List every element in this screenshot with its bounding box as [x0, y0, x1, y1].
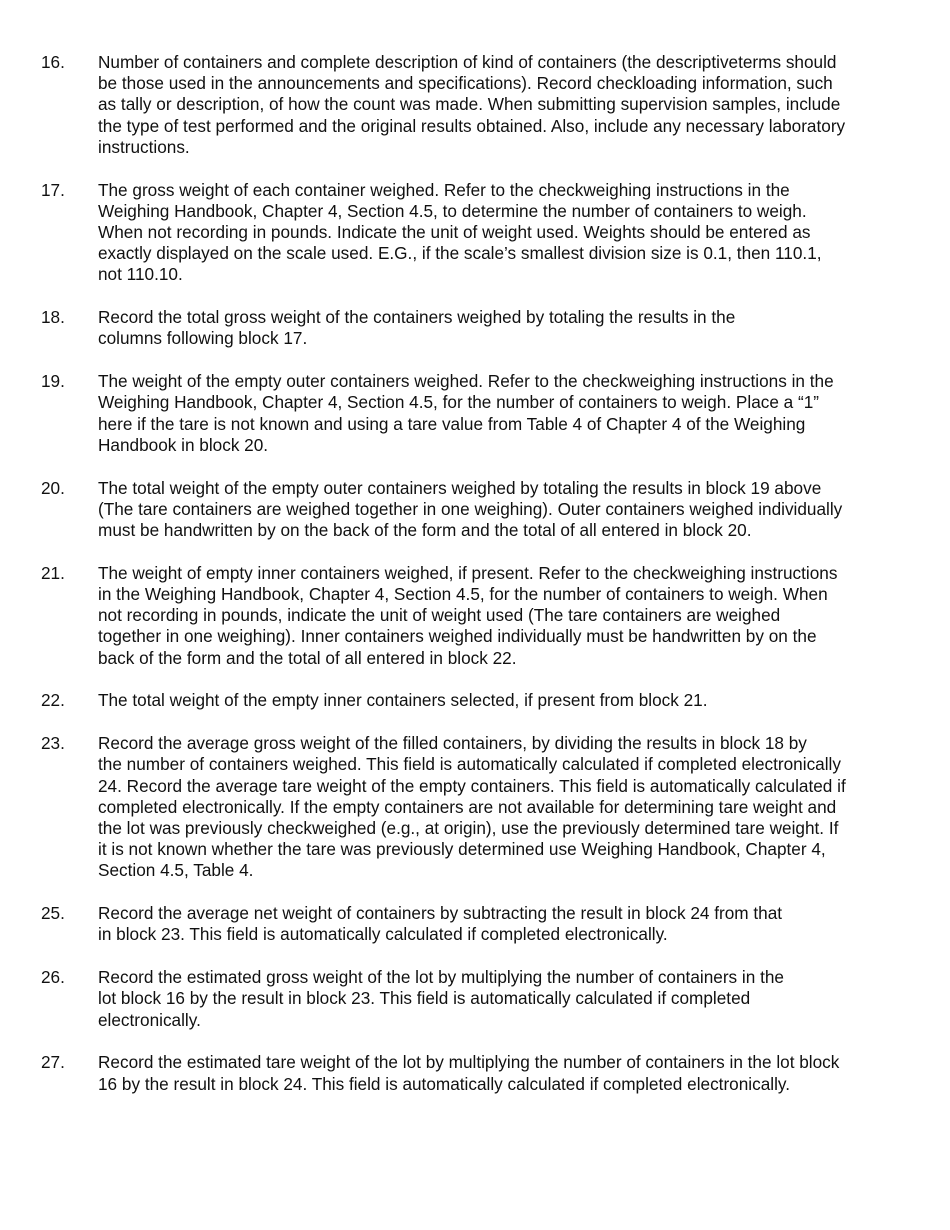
instruction-number: 25.: [41, 903, 65, 924]
instruction-text: [98, 967, 910, 1031]
instruction-text-line: The weight of the empty outer containers weighed. Refer to the checkweighing instructions in the: [98, 371, 834, 392]
instruction-text: [98, 903, 910, 945]
instruction-text: [98, 180, 910, 286]
instruction-text-line: be those used in the announcements and specifications). Record checkloading information, such: [98, 73, 833, 94]
instruction-text-line: The total weight of the empty outer containers weighed by totaling the results in block 19 above: [98, 477, 822, 498]
instruction-text-line: When not recording in pounds. Indicate the unit of weight used. Weights should be entered as: [98, 222, 811, 243]
instruction-number: 16.: [41, 52, 65, 72]
instruction-text-line: the type of test performed and the original results obtained. Also, include any necessary laboratory: [98, 115, 846, 136]
instruction-text-line: completed electronically. If the empty containers are not available for determining tare weight and: [98, 796, 837, 817]
instruction-text-line: the number of containers weighed. This field is automatically calculated if completed electronically: [98, 754, 841, 775]
instruction-text-line: as tally or description, of how the count was made. When submitting supervision samples, include: [98, 94, 841, 115]
instruction-item: [41, 690, 910, 711]
instruction-item: [41, 180, 910, 286]
instruction-text-line: Handbook in block 20.: [98, 434, 269, 455]
instruction-item: [41, 903, 910, 945]
instruction-text-line: The gross weight of each container weighed. Refer to the checkweighing instructions in the: [98, 179, 790, 200]
instruction-text-line: columns following block 17.: [98, 328, 308, 349]
instruction-text-line: in block 23. This field is automatically calculated if completed electronically.: [98, 924, 668, 945]
instruction-text-line: must be handwritten by on the back of the form and the total of all entered in block 20.: [98, 520, 752, 541]
instruction-item: [41, 371, 910, 456]
instruction-item: [41, 563, 910, 669]
instruction-text-line: lot block 16 by the result in block 23. This field is automatically calculated if completed: [98, 988, 751, 1009]
instruction-text: [98, 52, 910, 158]
instruction-text-line: electronically.: [98, 1009, 201, 1030]
instruction-text-line: exactly displayed on the scale used. E.G., if the scale’s smallest division size is 0.1, then 110.1,: [98, 243, 822, 264]
instruction-number: 20.: [41, 477, 65, 498]
instruction-item: [41, 307, 910, 349]
instruction-text-line: (The tare containers are weighed together in one weighing). Outer containers weighed individually: [98, 498, 843, 519]
instruction-text-line: The weight of empty inner containers weighed, if present. Refer to the checkweighing instructions: [98, 562, 838, 583]
instruction-text-line: The total weight of the empty inner containers selected, if present from block 21.: [98, 690, 708, 711]
instruction-text: [98, 307, 910, 349]
instruction-text-line: Record the average net weight of containers by subtracting the result in block 24 from that: [98, 903, 783, 924]
instruction-number: 23.: [41, 733, 65, 754]
instruction-number: 22.: [41, 690, 65, 711]
instruction-text: [98, 371, 910, 456]
instruction-item: [41, 733, 910, 881]
instruction-text: [98, 733, 910, 881]
instruction-text-line: not recording in pounds, indicate the unit of weight used (The tare containers are weighed: [98, 605, 781, 626]
instruction-text-line: it is not known whether the tare was previously determined use Weighing Handbook, Chapter 4,: [98, 839, 826, 860]
instruction-item: [41, 967, 910, 1031]
instruction-text-line: Section 4.5, Table 4.: [98, 860, 254, 881]
instruction-text: [98, 1052, 910, 1094]
instruction-text-line: in the Weighing Handbook, Chapter 4, Section 4.5, for the number of containers to weigh. When: [98, 584, 828, 605]
instruction-text-line: Number of containers and complete description of kind of containers (the descriptiveterms should: [98, 52, 837, 72]
instruction-item: [41, 478, 910, 542]
instruction-text-line: together in one weighing). Inner containers weighed individually must be handwritten by on the: [98, 626, 817, 647]
instruction-number: 19.: [41, 371, 65, 392]
instruction-text-line: not 110.10.: [98, 264, 183, 285]
instruction-text-line: Weighing Handbook, Chapter 4, Section 4.5, to determine the number of containers to weigh.: [98, 200, 807, 221]
instruction-text-line: instructions.: [98, 136, 190, 157]
instruction-text: [98, 478, 910, 542]
instruction-text-line: Record the estimated tare weight of the lot by multiplying the number of containers in the lot block: [98, 1052, 840, 1073]
instruction-text-line: back of the form and the total of all entered in block 22.: [98, 647, 517, 668]
instruction-text-line: Weighing Handbook, Chapter 4, Section 4.5, for the number of containers to weigh. Place a “1”: [98, 392, 820, 413]
instruction-text-line: here if the tare is not known and using a tare value from Table 4 of Chapter 4 of the Weighing: [98, 413, 806, 434]
instruction-item: [41, 52, 910, 158]
instruction-number: 18.: [41, 307, 65, 328]
instruction-text-line: 24. Record the average tare weight of the empty containers. This field is automatically calculated if: [98, 775, 846, 796]
instruction-text-line: the lot was previously checkweighed (e.g., at origin), use the previously determined tare weight. If: [98, 818, 839, 839]
instruction-text: [98, 690, 910, 711]
instruction-number: 26.: [41, 967, 65, 988]
instruction-number: 27.: [41, 1052, 65, 1073]
instruction-number: 17.: [41, 179, 65, 200]
instruction-text-line: Record the average gross weight of the filled containers, by dividing the results in block 18 by: [98, 733, 807, 754]
instruction-text-line: 16 by the result in block 24. This field is automatically calculated if completed electronically.: [98, 1073, 790, 1094]
instruction-number: 21.: [41, 562, 65, 583]
instruction-list: [41, 52, 910, 1095]
instruction-text-line: Record the total gross weight of the containers weighed by totaling the results in the: [98, 307, 736, 328]
instruction-item: [41, 1052, 910, 1094]
instruction-text-line: Record the estimated gross weight of the lot by multiplying the number of containers in the: [98, 967, 784, 988]
instruction-text: [98, 563, 910, 669]
